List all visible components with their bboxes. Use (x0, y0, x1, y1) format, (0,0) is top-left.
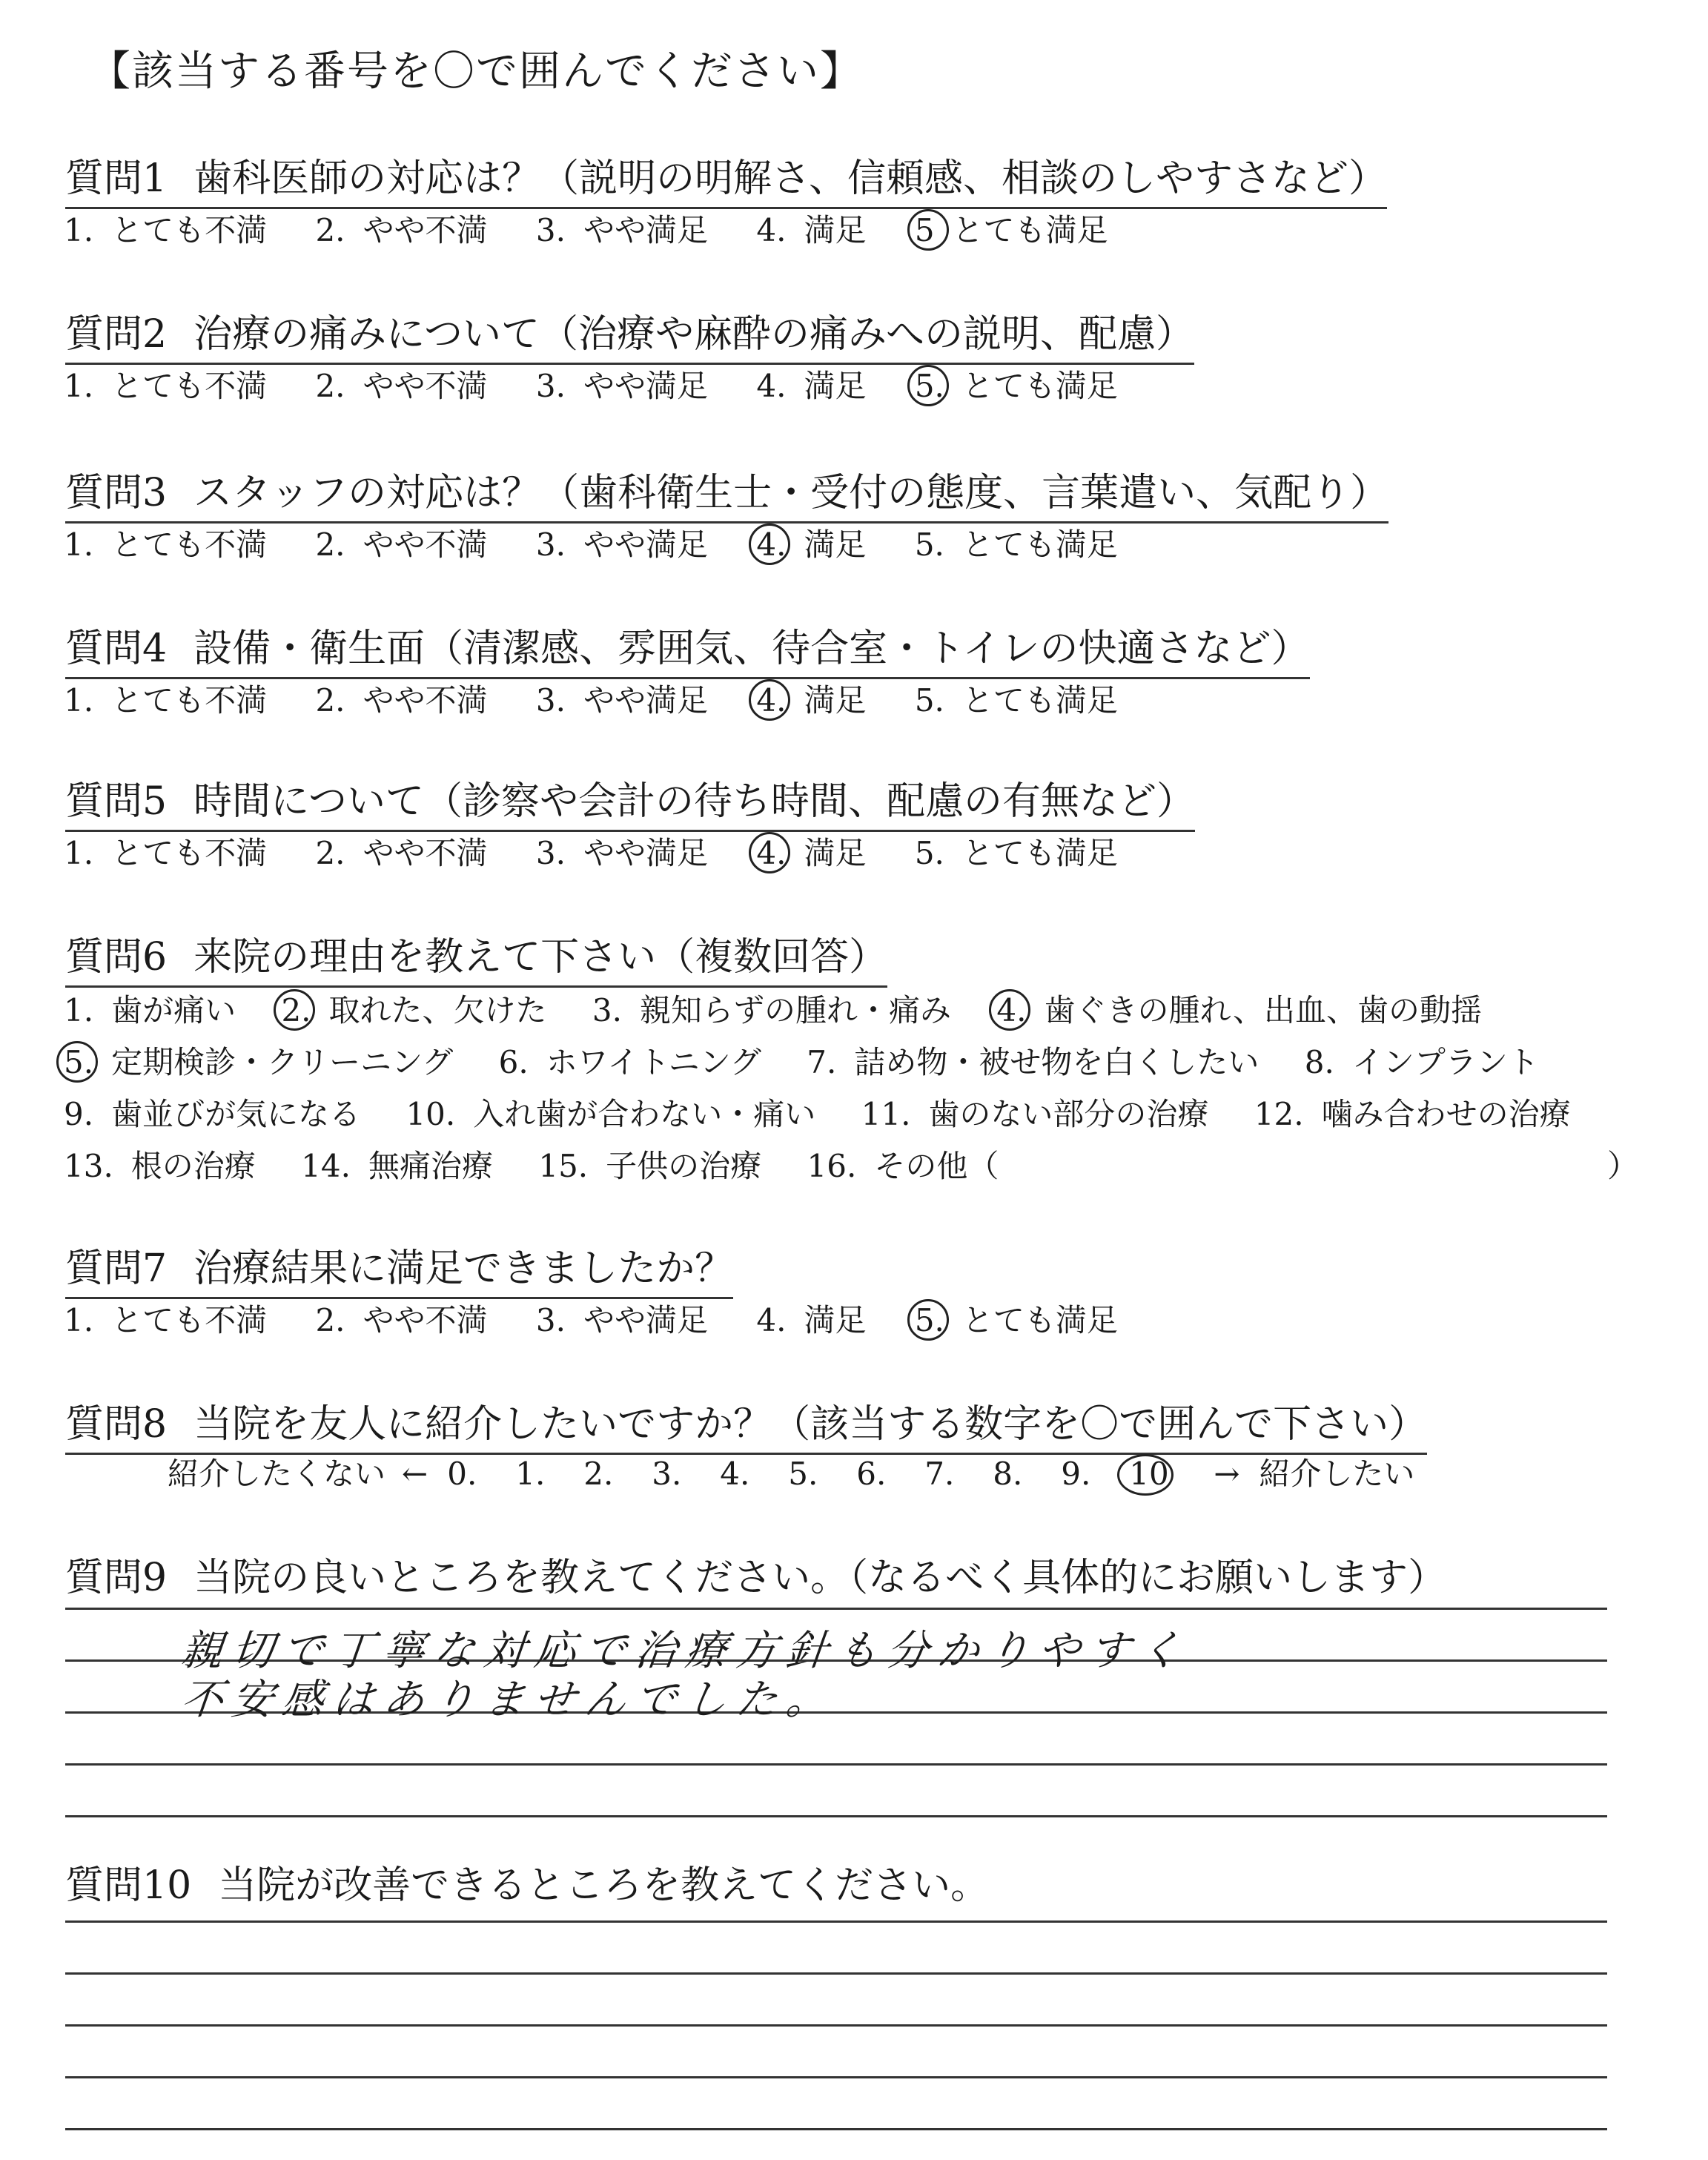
q6-reason-11[interactable]: 11. 歯のない部分の治療 (861, 1096, 1209, 1132)
question-8-text: 当院を友人に紹介したいですか？（該当する数字を〇で囲んで下さい） (193, 1402, 1428, 1447)
q6-other-close-paren: ） (1607, 1148, 1639, 1184)
question-2-text: 治療の痛みについて（治療や麻酔の痛みへの説明、配慮） (193, 312, 1195, 357)
q3-option-3[interactable]: 3. やや満足 (535, 526, 708, 563)
q9-answer-line-4 (65, 1763, 1607, 1766)
q6-reason-2-selected[interactable]: 2. 取れた、欠けた (281, 992, 547, 1028)
q10-answer-line-4 (65, 2076, 1607, 2078)
scale-option-4[interactable]: 4. (720, 1456, 750, 1492)
q2-option-3[interactable]: 3. やや満足 (535, 368, 708, 404)
q6-reason-9[interactable]: 9. 歯並びが気になる (64, 1096, 361, 1132)
question-9-label: 質問9 (65, 1556, 168, 1600)
q1-option-1[interactable]: 1. とても不満 (64, 212, 268, 248)
q5-option-2[interactable]: 2. やや不満 (315, 835, 488, 871)
question-5-options (64, 829, 1156, 873)
page-header: 【該当する番号を〇で囲んでください】 (89, 47, 863, 96)
q6-reason-8[interactable]: 8. インプラント (1304, 1044, 1539, 1080)
q1-option-2[interactable]: 2. やや不満 (315, 212, 488, 248)
question-6-text: 来院の理由を教えて下さい（複数回答） (193, 935, 888, 980)
q2-option-4[interactable]: 4. 満足 (756, 368, 867, 404)
q9-answer-line-1 (65, 1608, 1607, 1610)
q4-option-5[interactable]: 5. とても満足 (914, 682, 1118, 719)
question-1-options (64, 206, 1147, 251)
question-4-text: 設備・衛生面（清潔感、雰囲気、待合室・トイレの快適さなど） (193, 627, 1310, 671)
scale-option-8[interactable]: 8. (993, 1456, 1023, 1492)
q7-option-5-selected[interactable]: 5. とても満足 (914, 1302, 1118, 1338)
scale-option-10-selected[interactable]: 10 (1129, 1456, 1197, 1492)
q10-answer-line-5 (65, 2128, 1607, 2130)
q7-option-4[interactable]: 4. 満足 (756, 1302, 867, 1338)
q5-option-3[interactable]: 3. やや満足 (535, 835, 708, 871)
question-7-label: 質問7 (65, 1246, 168, 1291)
q1-option-5-selected[interactable]: 5 とても満足 (914, 212, 1108, 248)
q7-option-2[interactable]: 2. やや不満 (315, 1302, 488, 1338)
scale-option-0[interactable]: 0. (447, 1456, 477, 1492)
question-10-text: 当院が改善できるところを教えてください。 (218, 1863, 990, 1908)
q6-reason-16[interactable]: 16. その他（ (807, 1148, 999, 1184)
q6-reason-1[interactable]: 1. 歯が痛い (64, 992, 236, 1028)
q6-reason-6[interactable]: 6. ホワイトニング (498, 1044, 761, 1080)
q3-option-5[interactable]: 5. とても満足 (914, 526, 1118, 563)
question-3-options (64, 521, 1156, 565)
scale-option-7[interactable]: 7. (924, 1456, 955, 1492)
q10-answer-line-3 (65, 2024, 1607, 2027)
right-arrow-icon: → (1214, 1456, 1240, 1492)
q4-option-3[interactable]: 3. やや満足 (535, 682, 708, 719)
question-4-options (64, 676, 1156, 721)
question-5-title (65, 770, 1195, 832)
q3-option-1[interactable]: 1. とても不満 (64, 526, 268, 563)
q10-answer-line-2 (65, 1972, 1607, 1975)
question-6-title (65, 925, 887, 988)
question-7-text: 治療結果に満足できましたか？ (193, 1246, 734, 1291)
q6-row-2 (64, 1038, 1575, 1083)
q6-reason-7[interactable]: 7. 詰め物・被せ物を白くしたい (807, 1044, 1260, 1080)
q7-option-1[interactable]: 1. とても不満 (64, 1302, 268, 1338)
left-arrow-icon: ← (402, 1456, 428, 1492)
question-10-label: 質問10 (65, 1863, 192, 1908)
q7-option-3[interactable]: 3. やや満足 (535, 1302, 708, 1338)
q9-answer-line-5 (65, 1815, 1607, 1817)
question-9-text: 当院の良いところを教えてください。（なるべく具体的にお願いします） (193, 1556, 1447, 1600)
scale-option-1[interactable]: 1. (515, 1456, 546, 1492)
q6-row-1 (64, 986, 1517, 1031)
q6-reason-12[interactable]: 12. 噛み合わせの治療 (1254, 1096, 1571, 1132)
q9-handwritten-answer-1: 親切で丁寧な対応で治療方針も分かりやすく (179, 1627, 1192, 1675)
question-7-options (64, 1296, 1156, 1341)
question-8-title (65, 1393, 1427, 1455)
question-5-text: 時間について（診察や会計の待ち時間、配慮の有無など） (193, 779, 1196, 824)
q2-option-2[interactable]: 2. やや不満 (315, 368, 488, 404)
question-10-title (65, 1854, 989, 1914)
question-2-label: 質問2 (65, 312, 168, 357)
q6-reason-5-selected[interactable]: 5. 定期検診・クリーニング (64, 1044, 454, 1080)
q2-option-5-selected[interactable]: 5. とても満足 (914, 368, 1118, 404)
q3-option-2[interactable]: 2. やや不満 (315, 526, 488, 563)
question-4-label: 質問4 (65, 627, 168, 671)
question-7-title (65, 1237, 733, 1299)
question-1-label: 質問1 (65, 156, 168, 201)
question-2-options (64, 362, 1156, 406)
scale-option-3[interactable]: 3. (652, 1456, 682, 1492)
question-4-title (65, 617, 1310, 679)
scale-right-label: 紹介したい (1259, 1456, 1415, 1492)
question-3-text: スタッフの対応は？（歯科衛生士・受付の態度、言葉遣い、気配り） (193, 471, 1389, 515)
q6-row-3 (64, 1090, 1606, 1135)
q6-reason-3[interactable]: 3. 親知らずの腫れ・痛み (592, 992, 951, 1028)
question-3-label: 質問3 (65, 471, 168, 515)
q9-handwritten-answer-2: 不安感はありませんでした。 (179, 1676, 839, 1724)
q4-option-1[interactable]: 1. とても不満 (64, 682, 268, 719)
q3-option-4-selected[interactable]: 4. 満足 (756, 526, 867, 563)
question-8-scale (168, 1450, 1414, 1494)
q10-answer-line-1 (65, 1920, 1607, 1923)
scale-option-2[interactable]: 2. (583, 1456, 614, 1492)
q5-option-5[interactable]: 5. とても満足 (914, 835, 1118, 871)
q5-option-1[interactable]: 1. とても不満 (64, 835, 268, 871)
scale-option-5[interactable]: 5. (788, 1456, 818, 1492)
q1-option-3[interactable]: 3. やや満足 (535, 212, 708, 248)
q4-option-4-selected[interactable]: 4. 満足 (756, 682, 867, 719)
scale-left-label: 紹介したくない (168, 1456, 386, 1492)
q6-reason-15[interactable]: 15. 子供の治療 (538, 1148, 762, 1184)
question-3-title (65, 461, 1388, 524)
q6-reason-10[interactable]: 10. 入れ歯が合わない・痛い (406, 1096, 816, 1132)
question-8-label: 質問8 (65, 1402, 168, 1447)
scale-option-9[interactable]: 9. (1061, 1456, 1091, 1492)
q6-reason-13[interactable]: 13. 根の治療 (64, 1148, 256, 1184)
q6-reason-4-selected[interactable]: 4. 歯ぐきの腫れ、出血、歯の動揺 (996, 992, 1482, 1028)
question-1-text: 歯科医師の対応は？（説明の明解さ、信頼感、相談のしやすさなど） (193, 156, 1388, 201)
question-9-title (65, 1546, 1446, 1606)
q6-reason-14[interactable]: 14. 無痛治療 (301, 1148, 493, 1184)
q2-option-1[interactable]: 1. とても不満 (64, 368, 268, 404)
scale-option-6[interactable]: 6. (856, 1456, 887, 1492)
q4-option-2[interactable]: 2. やや不満 (315, 682, 488, 719)
question-6-label: 質問6 (65, 935, 168, 980)
question-5-label: 質問5 (65, 779, 168, 824)
question-2-title (65, 303, 1194, 365)
question-1-title (65, 147, 1387, 209)
q5-option-4-selected[interactable]: 4. 満足 (756, 835, 867, 871)
q6-row-4 (64, 1142, 1034, 1186)
q1-option-4[interactable]: 4. 満足 (756, 212, 867, 248)
